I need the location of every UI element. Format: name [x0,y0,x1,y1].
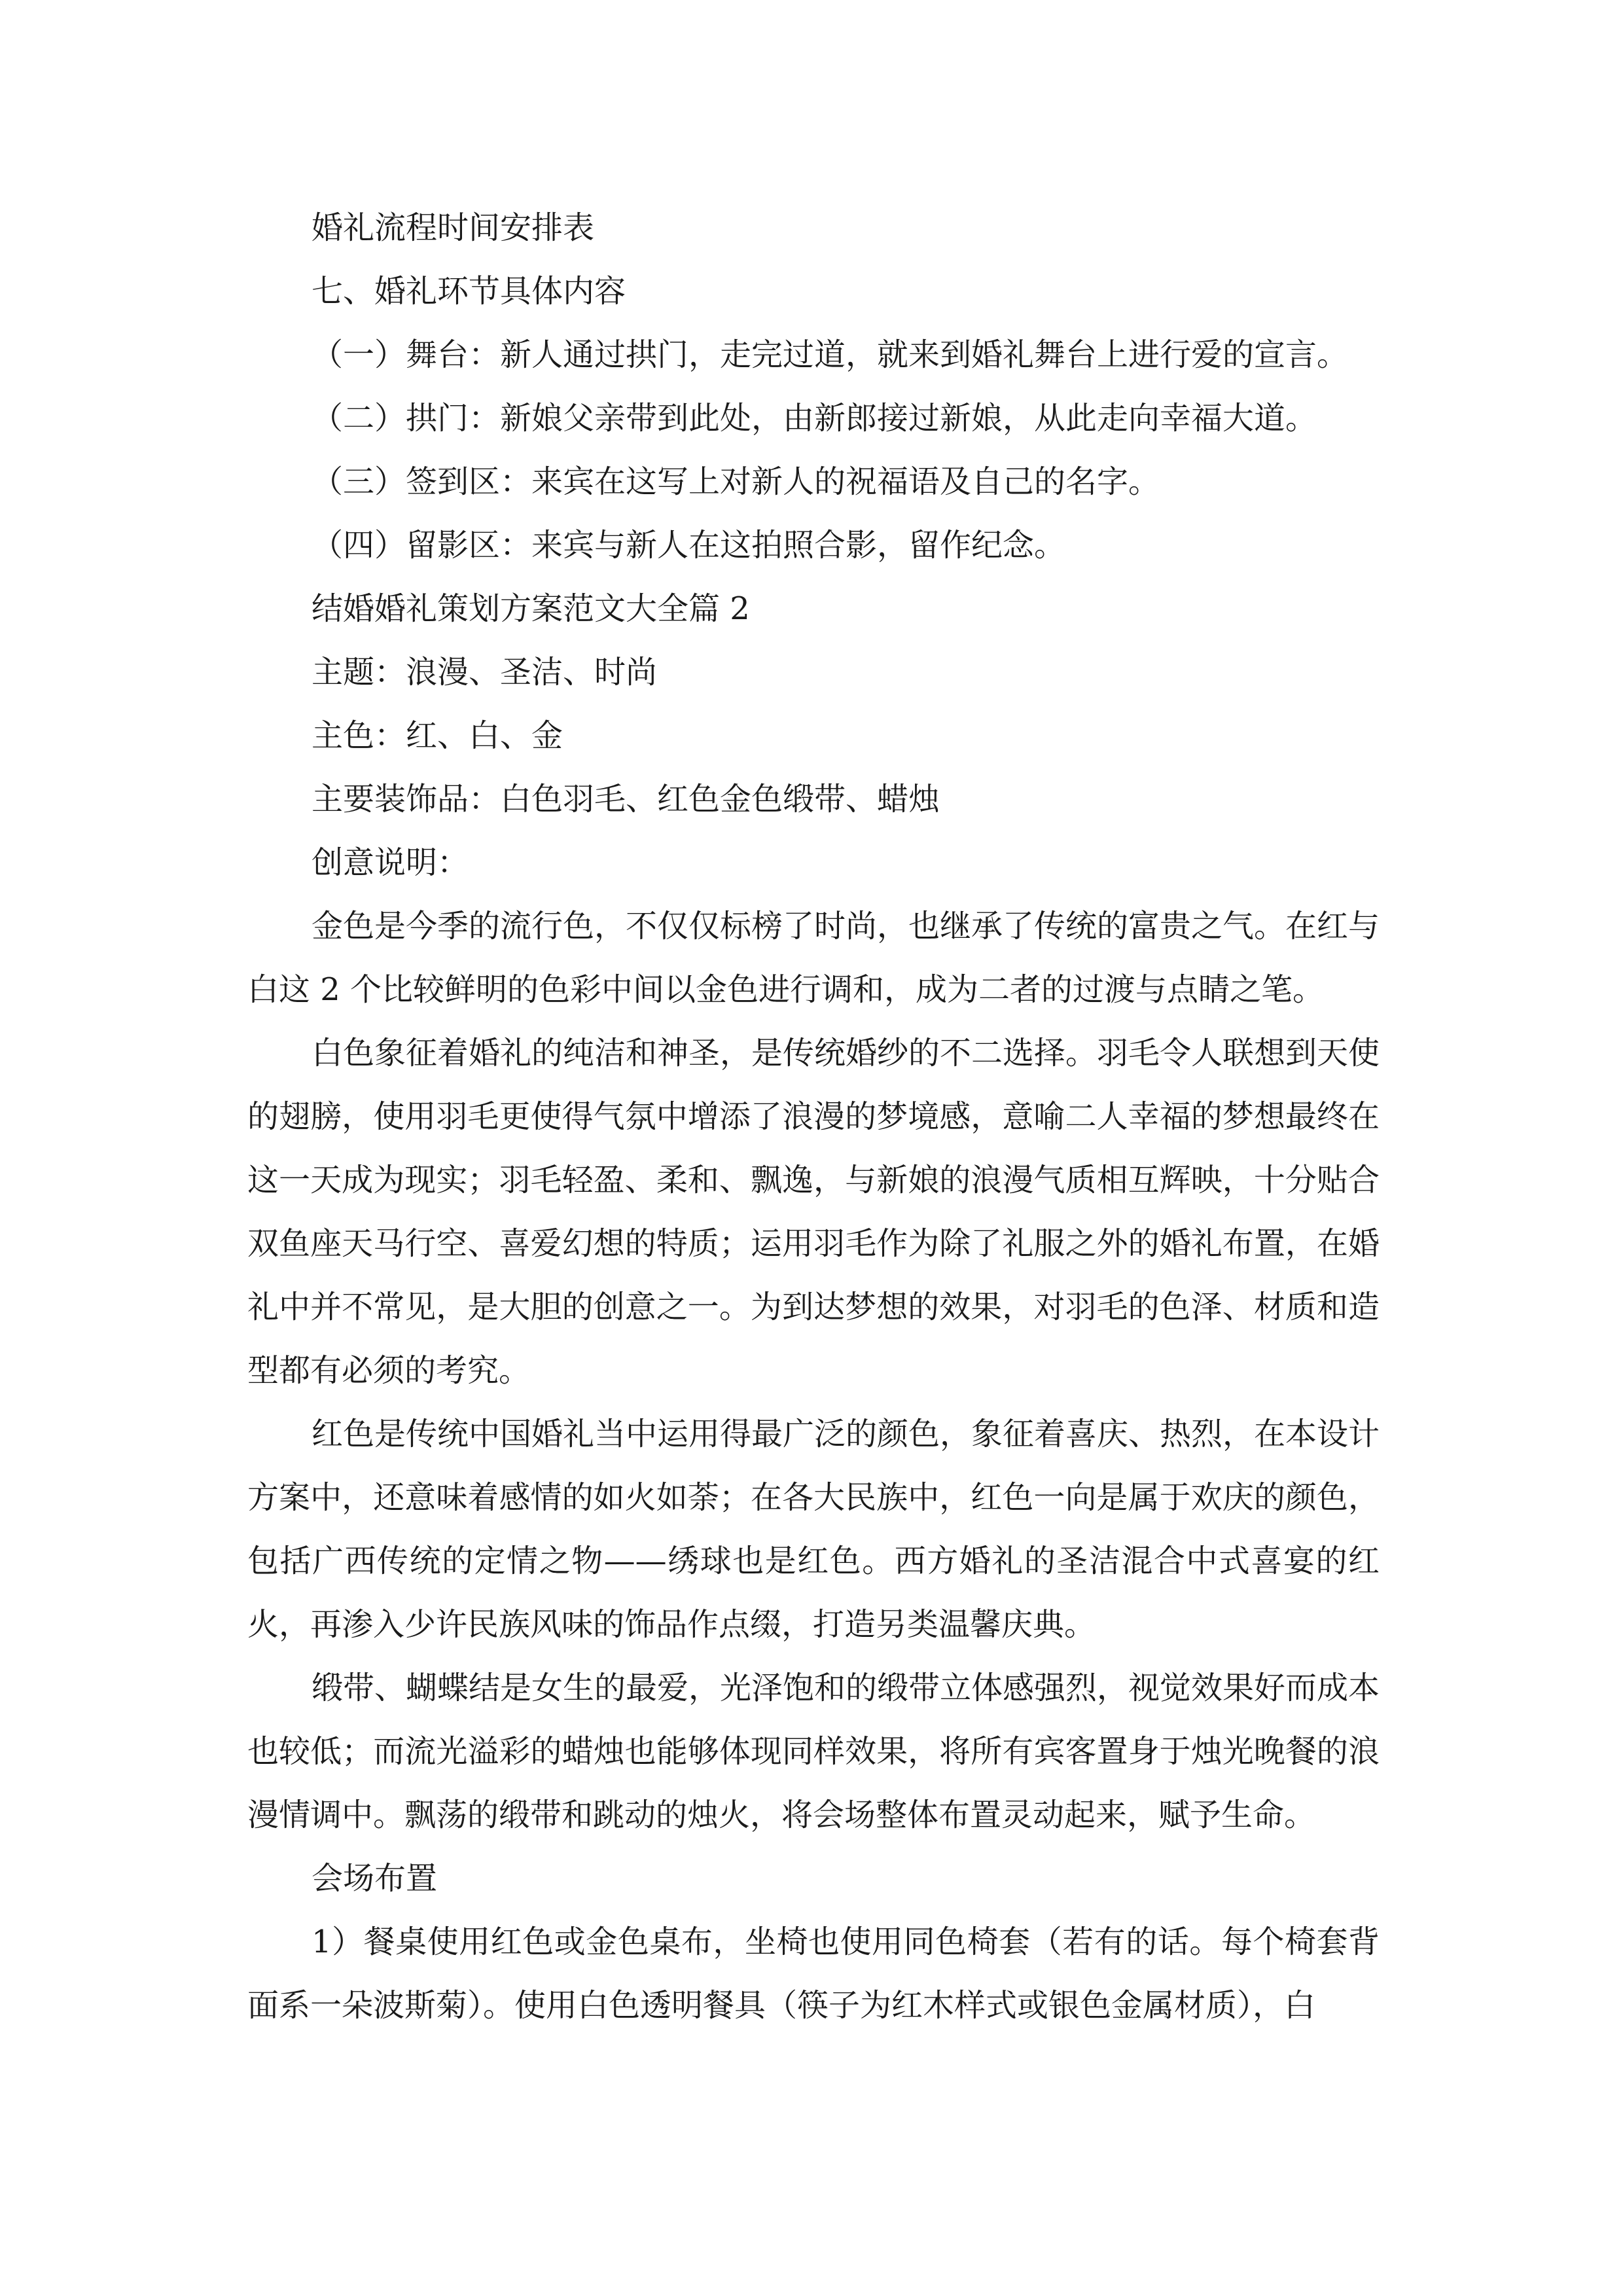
paragraph-red: 红色是传统中国婚礼当中运用得最广泛的颜色，象征着喜庆、热烈，在本设计方案中，还意味着感情的如火如荼；在各大民族中，红色一向是属于欢庆的颜色，包括广西传统的定情之物——绣球也是红色。西方婚礼的圣洁混合中式喜宴的红火，再渗入少许民族风味的饰品作点缀，打造另类温馨庆典。 [247,1416,1380,1643]
theme-line: 主题：浪漫、圣洁、时尚 [312,654,658,691]
section-title: 婚礼流程时间安排表 [312,209,595,246]
list-item-stage: （一）舞台：新人通过拱门，走完过道，就来到婚礼舞台上进行爱的宣言。 [312,336,1349,373]
paragraph-ribbon: 缎带、蝴蝶结是女生的最爱，光泽饱和的缎带立体感强烈，视觉效果好而成本也较低；而流光溢彩的蜡烛也能够体现同样效果，将所有宾客置身于烛光晚餐的浪漫情调中。飘荡的缎带和跳动的烛火，将会场整体布置灵动起来，赋予生命。 [247,1670,1380,1833]
section-heading: 七、婚礼环节具体内容 [312,273,626,310]
creative-heading: 创意说明： [312,844,469,881]
venue-heading: 会场布置 [312,1860,438,1897]
article-title: 结婚婚礼策划方案范文大全篇 2 [312,590,750,627]
paragraph-white: 白色象征着婚礼的纯洁和神圣，是传统婚纱的不二选择。羽毛令人联想到天使的翅膀，使用羽毛更使得气氛中增添了浪漫的梦境感，意喻二人幸福的梦想最终在这一天成为现实；羽毛轻盈、柔和、飘逸，与新娘的浪漫气质相互辉映，十分贴合双鱼座天马行空、喜爱幻想的特质；运用羽毛作为除了礼服之外的婚礼布置，在婚礼中并不常见，是大胆的创意之一。为到达梦想的效果，对羽毛的色泽、材质和造型都有必须的考究。 [247,1035,1380,1389]
list-item-signin: （三）签到区：来宾在这写上对新人的祝福语及自己的名字。 [312,463,1160,500]
paragraph-gold: 金色是今季的流行色，不仅仅标榜了时尚，也继承了传统的富贵之气。在红与白这 2 个比较鲜明的色彩中间以金色进行调和，成为二者的过渡与点睛之笔。 [247,908,1380,1008]
main-color-line: 主色：红、白、金 [312,717,563,754]
list-item-arch: （二）拱门：新娘父亲带到此处，由新郎接过新娘，从此走向幸福大道。 [312,400,1317,437]
list-item-photo: （四）留影区：来宾与新人在这拍照合影，留作纪念。 [312,527,1066,564]
document-body [247,196,1380,2037]
paragraph-venue-1: 1）餐桌使用红色或金色桌布，坐椅也使用同色椅套（若有的话。每个椅套背面系一朵波斯菊）。使用白色透明餐具（筷子为红木样式或银色金属材质），白 [247,1924,1380,2024]
decoration-line: 主要装饰品：白色羽毛、红色金色缎带、蜡烛 [312,781,940,817]
